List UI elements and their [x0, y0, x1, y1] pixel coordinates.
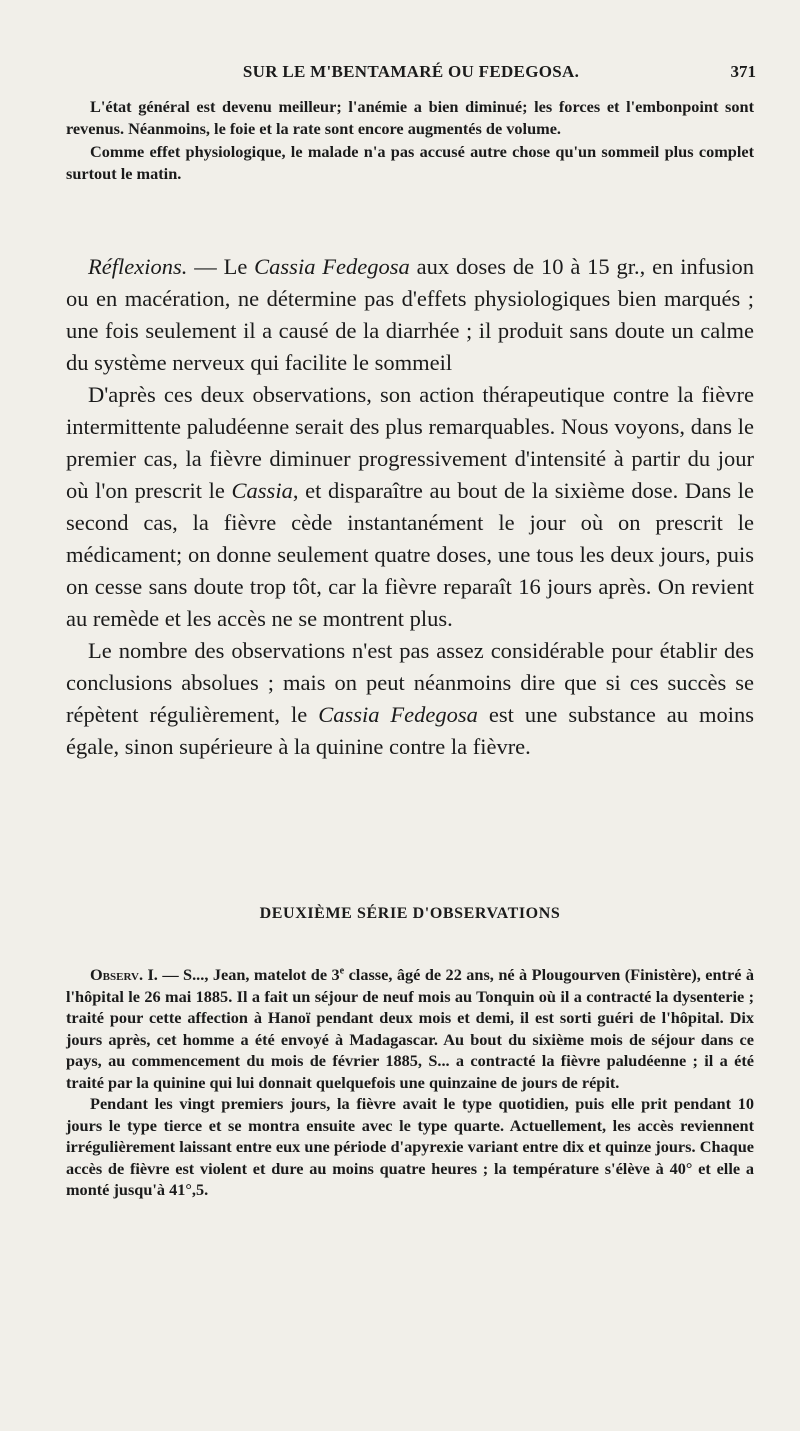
cassia-fedegosa-term: Cassia Fedegosa	[254, 254, 410, 279]
reflexions-section	[66, 251, 754, 763]
reflexions-p3-text-a: Le nombre des observations n'est pas assez considérable pour établir des conclusions absolues ; mais on peut néanmoins dire que si ces succès se répètent régulièrement, le	[66, 638, 754, 727]
observation-label: Observ. I.	[90, 965, 158, 984]
reflexions-dash: — Le	[187, 254, 255, 279]
summary-paragraph-2: Comme effet physiologique, le malade n'a pas accusé autre chose qu'un sommeil plus complet surtout le matin.	[66, 142, 754, 183]
reflexions-p1-text: aux doses de 10 à 15 gr., en infusion ou en macération, ne détermine pas d'effets physiologiques bien marqués ; une fois seulement il a causé de la diarrhée ; il produit sans doute un calme du système nerveux qui facilite le sommeil	[66, 254, 754, 375]
page-number: 371	[730, 62, 756, 81]
section-heading: DEUXIÈME SÉRIE D'OBSERVATIONS	[259, 905, 561, 922]
observation-1	[66, 964, 754, 1201]
running-title: SUR LE M'BENTAMARÉ OU FEDEGOSA.	[242, 62, 580, 81]
cassia-term: Cassia	[231, 478, 293, 503]
observation-paragraph-1	[66, 964, 754, 1093]
observation-p1-text-a: — S..., Jean, matelot de 3	[157, 965, 340, 984]
page-header	[66, 58, 756, 88]
reflexions-p2-text-a: D'après ces deux observations, son action thérapeutique contre la fièvre intermittente paludéenne serait des plus remarquables. Nous voyons, dans le premier cas, la fièvre diminuer progressivement d'intensité à partir du jour où l'on prescrit le	[66, 382, 754, 503]
summary-paragraph-1: L'état général est devenu meilleur; l'anémie a bien diminué; les forces et l'embonpoint sont revenus. Néanmoins, le foie et la rate sont encore augmentés de volume.	[66, 97, 754, 138]
cassia-fedegosa-term-2: Cassia Fedegosa	[318, 702, 478, 727]
observation-p1-text-b: classe, âgé de 22 ans, né à Plougourven (Finistère), entré à l'hôpital le 26 mai 1885. Il a fait un séjour de neuf mois au Tonquin où il a contracté la dysenterie ; traité pour cette affection à Hanoï pendant deux mois et demi, il est sorti guéri de l'hôpital. Dix jours après, cet homme a été envoyé à Madagascar. Au bout du sixième mois de séjour dans ce pays, au commencement du mois de février 1885, S... a contracté la fièvre paludéenne ; il a été traité par la quinine qui lui donnait quelquefois une quinzaine de jours de répit.	[66, 965, 755, 1092]
reflexions-paragraph-1	[66, 251, 754, 379]
ordinal-superscript: e	[339, 965, 345, 977]
observation-paragraph-2: Pendant les vingt premiers jours, la fièvre avait le type quotidien, puis elle prit pendant 10 jours le type tierce et se montra ensuite avec le type quarte. Actuellement, les accès reviennent irrégulièrement laissant entre eux une période d'apyrexie variant entre dix et quinze jours. Chaque accès de fièvre est violent et dure au moins quatre heures ; la température s'élève à 40° et elle a monté jusqu'à 41°,5.	[66, 1094, 754, 1199]
reflexions-paragraph-3	[66, 635, 754, 763]
reflexions-title: Réflexions.	[88, 254, 188, 279]
case-summary	[66, 96, 754, 184]
reflexions-paragraph-2	[66, 379, 754, 635]
reflexions-p2-text-b: , et disparaître au bout de la sixième dose. Dans le second cas, la fièvre cède instantanément le jour où on prescrit le médicament; on donne seulement quatre doses, une tous les deux jours, puis on cesse sans doute trop tôt, car la fièvre reparaît 16 jours après. On revient au remède et les accès ne se montrent plus.	[66, 478, 754, 631]
reflexions-p3-text-b: est une substance au moins égale, sinon supérieure à la quinine contre la fièvre.	[66, 702, 754, 759]
